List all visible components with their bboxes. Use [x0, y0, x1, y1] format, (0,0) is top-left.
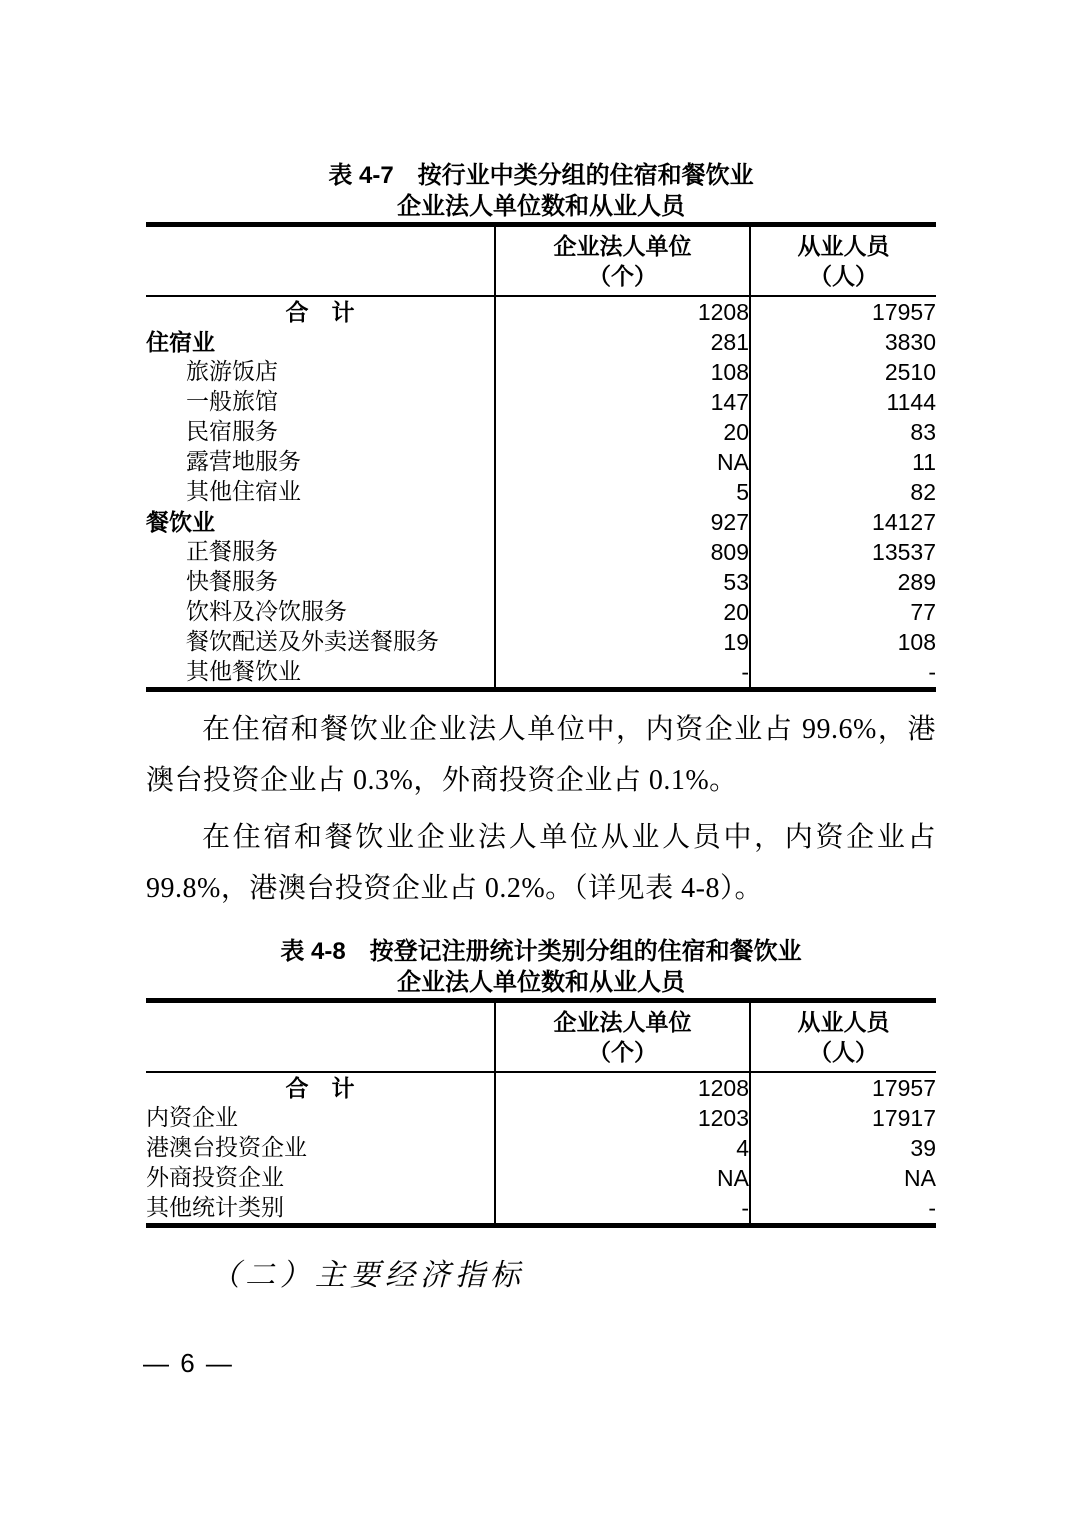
units-header-line2: （个） [588, 263, 657, 289]
staff-column-header [750, 225, 936, 297]
table-row [146, 417, 936, 447]
row-label-cell: 露营地服务 [186, 449, 301, 474]
empty-header-cell [146, 1001, 495, 1073]
table-4-7-title-line2: 企业法人单位数和从业人员 [397, 193, 685, 220]
units-value-cell: 53 [495, 567, 750, 597]
table-row [146, 447, 936, 477]
row-label-cell: 其他统计类别 [146, 1195, 284, 1220]
units-value-cell: 1208 [495, 296, 750, 327]
units-value-cell: - [495, 1193, 750, 1226]
row-label-cell: 其他餐饮业 [186, 659, 301, 684]
row-label-cell: 一般旅馆 [186, 389, 278, 414]
units-value-cell: 5 [495, 477, 750, 507]
row-label-cell: 港澳台投资企业 [146, 1135, 307, 1160]
table-4-8-title [146, 936, 936, 998]
row-label-cell: 住宿业 [146, 329, 215, 355]
table-row [146, 1072, 936, 1103]
units-header-line1: 企业法人单位 [553, 233, 692, 259]
units-value-cell: 19 [495, 627, 750, 657]
table-4-8-header-row [146, 1001, 936, 1073]
units-value-cell: 927 [495, 507, 750, 537]
row-label-cell: 外商投资企业 [146, 1165, 284, 1190]
row-label-cell: 正餐服务 [186, 539, 278, 564]
row-label-cell: 快餐服务 [186, 569, 278, 594]
staff-value-cell: 108 [750, 627, 936, 657]
staff-value-cell: 3830 [750, 327, 936, 357]
staff-value-cell: 17917 [750, 1103, 936, 1133]
staff-value-cell: 17957 [750, 1072, 936, 1103]
table-row [146, 537, 936, 567]
staff-value-cell: 39 [750, 1133, 936, 1163]
table-row [146, 1163, 936, 1193]
units-value-cell: - [495, 657, 750, 690]
table-4-8 [146, 998, 936, 1228]
row-label-cell: 餐饮业 [146, 509, 215, 535]
table-row [146, 567, 936, 597]
table-4-8-title-line1: 表 4-8 按登记注册统计类别分组的住宿和餐饮业 [280, 938, 802, 965]
row-label-cell: 合 计 [285, 299, 355, 325]
units-column-header [495, 1001, 750, 1073]
table-row [146, 657, 936, 690]
units-header-line2: （个） [588, 1039, 657, 1065]
units-value-cell: 281 [495, 327, 750, 357]
table-4-8-title-line2: 企业法人单位数和从业人员 [397, 969, 685, 996]
table-row [146, 1103, 936, 1133]
table-4-7-title-line1: 表 4-7 按行业中类分组的住宿和餐饮业 [328, 162, 754, 189]
table-row [146, 387, 936, 417]
row-label-cell: 其他住宿业 [186, 479, 301, 504]
units-value-cell: NA [495, 1163, 750, 1193]
staff-header-line1: 从业人员 [797, 1009, 890, 1035]
table-row [146, 1193, 936, 1226]
staff-value-cell: 11 [750, 447, 936, 477]
units-value-cell: 809 [495, 537, 750, 567]
staff-header-line1: 从业人员 [797, 233, 890, 259]
staff-value-cell: 1144 [750, 387, 936, 417]
staff-header-line2: （人） [809, 1039, 878, 1065]
table-row [146, 507, 936, 537]
table-row [146, 357, 936, 387]
row-label-cell: 合 计 [285, 1075, 355, 1101]
table-row [146, 327, 936, 357]
row-label-cell: 旅游饭店 [186, 359, 278, 384]
page-content [146, 160, 936, 1294]
table-row [146, 296, 936, 327]
staff-value-cell: 83 [750, 417, 936, 447]
table-row [146, 627, 936, 657]
units-header-line1: 企业法人单位 [553, 1009, 692, 1035]
table-4-7-header-row [146, 225, 936, 297]
staff-value-cell: - [750, 1193, 936, 1226]
table-4-7-title [146, 160, 936, 222]
staff-value-cell: 17957 [750, 296, 936, 327]
staff-header-line2: （人） [809, 263, 878, 289]
table-row [146, 597, 936, 627]
staff-column-header [750, 1001, 936, 1073]
paragraph-staff-share: 在住宿和餐饮业企业法人单位从业人员中，内资企业占 99.8%，港澳台投资企业占 0.2%。（详见表 4-8）。 [146, 822, 936, 904]
staff-value-cell: 2510 [750, 357, 936, 387]
staff-value-cell: 13537 [750, 537, 936, 567]
units-value-cell: 1208 [495, 1072, 750, 1103]
table-4-7 [146, 222, 936, 692]
row-label-cell: 餐饮配送及外卖送餐服务 [186, 629, 439, 654]
row-label-cell: 民宿服务 [186, 419, 278, 444]
units-column-header [495, 225, 750, 297]
units-value-cell: 1203 [495, 1103, 750, 1133]
staff-value-cell: 289 [750, 567, 936, 597]
staff-value-cell: - [750, 657, 936, 690]
staff-value-cell: NA [750, 1163, 936, 1193]
staff-value-cell: 14127 [750, 507, 936, 537]
empty-header-cell [146, 225, 495, 297]
units-value-cell: 4 [495, 1133, 750, 1163]
units-value-cell: 20 [495, 417, 750, 447]
row-label-cell: 饮料及冷饮服务 [186, 599, 347, 624]
units-value-cell: 20 [495, 597, 750, 627]
table-row [146, 1133, 936, 1163]
paragraph-legal-units-share: 在住宿和餐饮业企业法人单位中，内资企业占 99.6%，港澳台投资企业占 0.3%，外商投资企业占 0.1%。 [146, 714, 936, 796]
page-number: — 6 — [143, 1348, 234, 1378]
section-heading: （二）主要经济指标 [210, 1259, 525, 1292]
staff-value-cell: 82 [750, 477, 936, 507]
table-row [146, 477, 936, 507]
staff-value-cell: 77 [750, 597, 936, 627]
row-label-cell: 内资企业 [146, 1105, 238, 1130]
units-value-cell: 108 [495, 357, 750, 387]
units-value-cell: 147 [495, 387, 750, 417]
units-value-cell: NA [495, 447, 750, 477]
